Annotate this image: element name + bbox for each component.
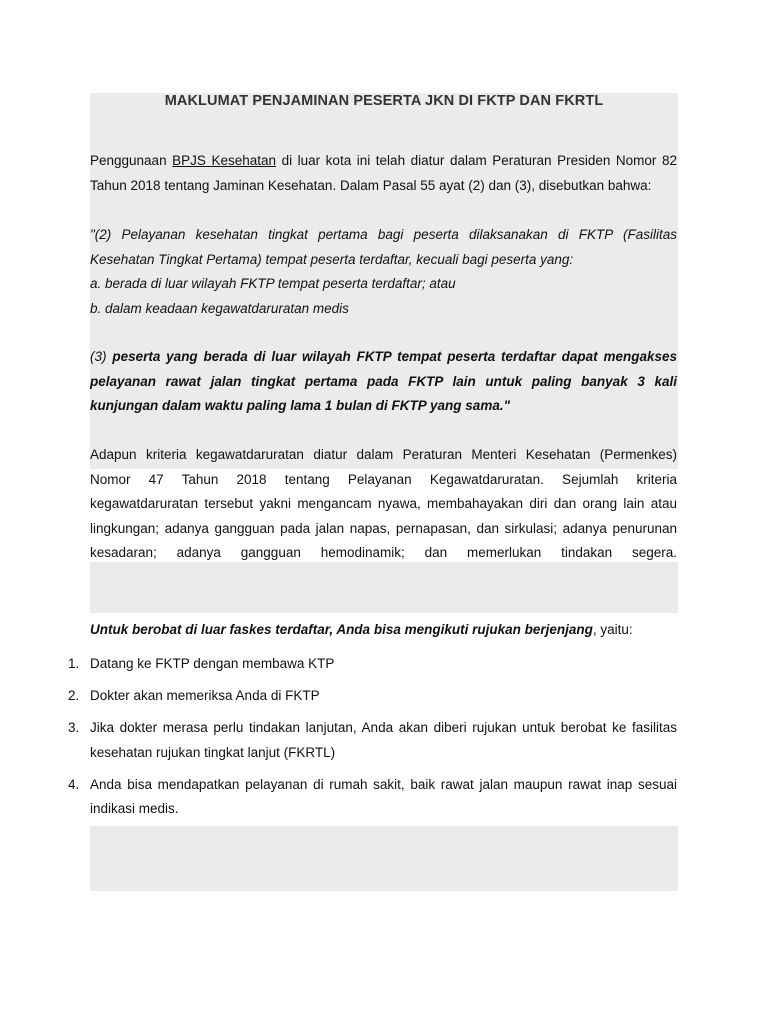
- list-item-number: 3.: [68, 720, 80, 735]
- shaded-block-bottom: [90, 826, 678, 891]
- quote3-line-3: kunjungan dalam waktu paling lama 1 bulan di FKTP yang sama.": [90, 398, 510, 413]
- list-item: [60, 716, 677, 765]
- document-title: MAKLUMAT PENJAMINAN PESERTA JKN DI FKTP DAN FKRTL: [164, 93, 604, 109]
- steps-intro-bold: Untuk berobat di luar faskes terdaftar, Anda bisa mengikuti rujukan berjenjang: [90, 622, 593, 637]
- list-item-text: Dokter akan memeriksa Anda di FKTP: [90, 688, 320, 703]
- quote-article-3: [90, 345, 677, 419]
- list-item-number: 1.: [68, 656, 80, 671]
- list-item: [60, 684, 677, 709]
- list-item-text: Anda bisa mendapatkan pelayanan di rumah sakit, baik rawat jalan maupun rawat inap sesuai: [90, 776, 677, 792]
- criteria-line-1: Adapun kriteria kegawatdaruratan diatur dalam Peraturan Menteri Kesehatan (Permenkes): [90, 447, 677, 462]
- steps-intro: [90, 618, 677, 643]
- criteria-line-4: lingkungan; adanya gangguan pada jalan napas, pernapasan, dan sirkulasi; adanya penurunan: [90, 520, 677, 536]
- criteria-line-3: kegawatdaruratan tersebut yakni mengancam nyawa, membahayakan diri dan orang lain atau: [90, 496, 677, 511]
- quote-article-2: [90, 223, 677, 321]
- list-item-text-cont: indikasi medis.: [90, 801, 179, 816]
- list-item-text: Jika dokter merasa perlu tindakan lanjutan, Anda akan diberi rujukan untuk berobat ke fasilitas: [90, 720, 677, 735]
- list-item-text-cont: kesehatan rujukan tingkat lanjut (FKRTL): [90, 744, 336, 760]
- steps-intro-rest: , yaitu:: [592, 622, 633, 637]
- intro-line-1: Penggunaan BPJS Kesehatan di luar kota ini telah diatur dalam Peraturan Presiden Nomor 82: [90, 153, 677, 168]
- list-item: [60, 652, 677, 677]
- list-item-number: 4.: [68, 776, 80, 792]
- bpjs-link[interactable]: BPJS Kesehatan: [172, 153, 277, 168]
- criteria-paragraph: [90, 443, 677, 566]
- steps-list: [60, 652, 677, 829]
- intro-line-2: Tahun 2018 tentang Jaminan Kesehatan. Dalam Pasal 55 ayat (2) dan (3), disebutkan bahwa:: [90, 177, 652, 193]
- quote2-line-2: Kesehatan Tingkat Pertama) tempat peserta terdaftar, kecuali bagi peserta yang:: [90, 251, 574, 267]
- criteria-line-2: Nomor 47 Tahun 2018 tentang Pelayanan Kegawatdaruratan. Sejumlah kriteria: [90, 471, 677, 487]
- criteria-line-5: kesadaran; adanya gangguan hemodinamik; dan memerlukan tindakan segera.: [90, 545, 677, 560]
- list-item: [60, 773, 677, 822]
- quote2-line-1: "(2) Pelayanan kesehatan tingkat pertama bagi peserta dilaksanakan di FKTP (Fasilitas: [90, 227, 677, 242]
- intro-paragraph: [90, 149, 677, 198]
- quote2-item-b: b. dalam keadaan kegawatdaruratan medis: [90, 300, 349, 316]
- quote3-line-1: (3) peserta yang berada di luar wilayah FKTP tempat peserta terdaftar dapat mengakses: [90, 349, 677, 364]
- shaded-block-mid: [90, 562, 678, 613]
- quote3-line-2: pelayanan rawat jalan tingkat pertama pada FKTP lain untuk paling banyak 3 kali: [90, 373, 677, 389]
- list-item-text: Datang ke FKTP dengan membawa KTP: [90, 656, 335, 671]
- list-item-number: 2.: [68, 688, 80, 703]
- quote2-item-a: a. berada di luar wilayah FKTP tempat peserta terdaftar; atau: [90, 276, 456, 291]
